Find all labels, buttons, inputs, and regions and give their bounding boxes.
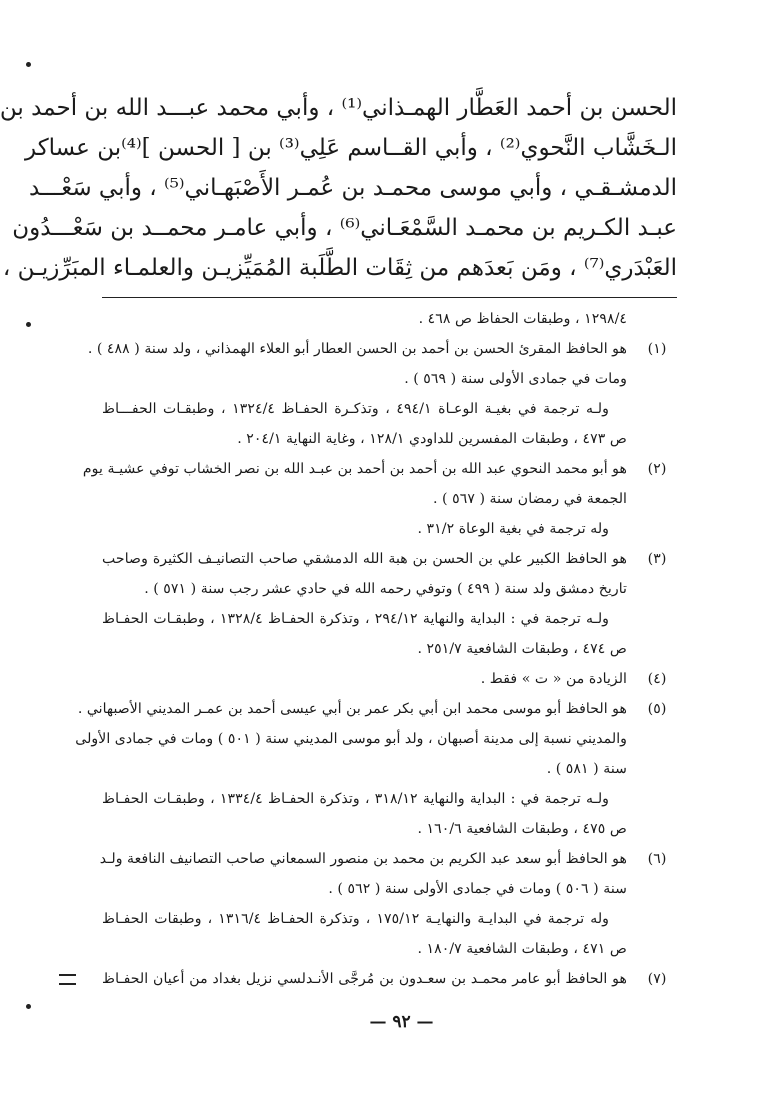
- footnote-line: هو الحافظ أبو سعد عبد الكريم بن محمد بن منصور السمعاني صاحب التصانيف النافعة ولـد: [99, 851, 627, 867]
- footnote-number: (١): [647, 341, 667, 357]
- footnote-number: (٢): [647, 461, 667, 477]
- footnotes: [75, 304, 677, 994]
- main-text-line: عبـد الكـريم بن محمـد السَّمْعَـاني⁽⁶⁾ ، وأبي عامـر محمــد بن سَعْـــدُون: [12, 215, 677, 241]
- footnote-line: هو الحافظ المقرئ الحسن بن أحمد بن الحسن العطار أبو العلاء الهمذاني ، ولد سنة ( ٤٨٨ ) .: [87, 341, 627, 357]
- footnote-line: هو الحافظ الكبير علي بن الحسن بن هبة الله الدمشقي صاحب التصانيـف الكثيرة وصاحب: [102, 551, 627, 567]
- footnote-line: هو أبو محمد النحوي عبد الله بن أحمد بن أحمد بن عبـد الله بن نصر الخشاب توفي عشيـة يوم: [82, 461, 627, 477]
- footnote-number: (٦): [647, 851, 667, 867]
- margin-mark: [26, 62, 31, 67]
- footnote-7: [102, 964, 677, 994]
- footnote-reference-line: ص ٤٧١ ، وطبقات الشافعية ١٨٠/٧ .: [417, 941, 627, 957]
- footnote-separator: [102, 297, 677, 298]
- footnote-line: والمديني نسبة إلى مدينة أصبهان ، ولد أبو موسى المديني سنة ( ٥٠١ ) ومات في جمادى الأولى: [75, 731, 627, 747]
- footnote-reference-line: وله ترجمة في البدايـة والنهايـة ١٧٥/١٢ ، وتذكرة الحفـاظ ١٣١٦/٤ ، وطبقات الحفـاظ: [102, 911, 609, 927]
- footnote-3: [102, 544, 677, 664]
- footnote-number: (٤): [647, 671, 667, 687]
- footnote-reference-line: ولـه ترجمة في : البداية والنهاية ٢٩٤/١٢ ، وتذكرة الحفـاظ ١٣٢٨/٤ ، وطبقـات الحفـاظ: [102, 611, 609, 627]
- footnote-number: (٣): [647, 551, 667, 567]
- footnote-reference-line: ولـه ترجمة في : البداية والنهاية ٣١٨/١٢ ، وتذكرة الحفـاظ ١٣٣٤/٤ ، وطبقـات الحفـاظ: [102, 791, 609, 807]
- footnote-line: هو الحافظ أبو عامر محمـد بن سعـدون بن مُرجَّى الأنـدلسي نزيل بغداد من أعيان الحفـاظ: [102, 971, 627, 987]
- main-text-line: الدمشـقـي ، وأبي موسى محمـد بن عُمـر الأَصْبَهـاني⁽⁵⁾ ، وأبي سَعْـــد: [28, 175, 677, 201]
- footnote-line: ومات في جمادى الأولى سنة ( ٥٦٩ ) .: [404, 371, 627, 387]
- footnote-1: [87, 334, 677, 454]
- footnote-line: الجمعة في رمضان سنة ( ٥٦٧ ) .: [433, 491, 627, 507]
- footnote-line: سنة ( ٥٠٦ ) ومات في جمادى الأولى سنة ( ٥٦٢ ) .: [328, 881, 627, 897]
- footnote-reference-line: وله ترجمة في بغية الوعاة ٣١/٢ .: [417, 521, 609, 537]
- margin-mark: [26, 1004, 31, 1009]
- continuation-mark: [59, 974, 76, 985]
- footnote-line: تاريخ دمشق ولد سنة ( ٤٩٩ ) وتوفي رحمه الله في حادي عشر رجب سنة ( ٥٧١ ) .: [144, 581, 627, 597]
- footnote-reference-line: ص ٤٧٤ ، وطبقات الشافعية ٢٥١/٧ .: [417, 641, 627, 657]
- footnote-number: (٥): [647, 701, 667, 717]
- footnote-line: ١٢٩٨/٤ ، وطبقات الحفاظ ص ٤٦٨ .: [418, 311, 627, 327]
- footnote-reference-line: ص ٤٧٥ ، وطبقات الشافعية ١٦٠/٦ .: [417, 821, 627, 837]
- footnote-5: [75, 694, 677, 844]
- page-number: — ٩٢ —: [369, 1012, 434, 1032]
- footnote-line: الزيادة من « ت » فقط .: [480, 671, 627, 687]
- margin-mark: [26, 322, 31, 327]
- main-text: [0, 88, 677, 288]
- footnote-4: [102, 664, 677, 694]
- footnote-reference-line: ص ٤٧٣ ، وطبقات المفسرين للداودي ١٢٨/١ ، وغاية النهاية ٢٠٤/١ .: [237, 431, 627, 447]
- footnote-line: هو الحافظ أبو موسى محمد ابن أبي بكر عمر بن أبي عيسى أحمد بن عمـر المديني الأصبهاني .: [77, 701, 627, 717]
- main-text-line: الحسن بن أحمد العَطَّار الهمـذاني⁽¹⁾ ، وأبي محمد عبـــد الله بن أحمد بن: [0, 95, 677, 121]
- main-text-line: العَبْدَري⁽⁷⁾ ، ومَن بَعدَهم من ثِقَات الطَّلَبة المُمَيِّزيـن والعلمـاء المبَرِّزيـن ،: [2, 255, 677, 281]
- footnote-continuation: [102, 304, 677, 334]
- footnote-reference-line: ولـه ترجمة في بغيـة الوعـاة ٤٩٤/١ ، وتذكـرة الحفـاظ ١٣٢٤/٤ ، وطبقـات الحفـــاظ: [102, 401, 609, 417]
- footnote-number: (٧): [647, 971, 667, 987]
- footnote-6: [99, 844, 677, 964]
- footnote-line: سنة ( ٥٨١ ) .: [546, 761, 627, 777]
- footnote-2: [82, 454, 677, 544]
- main-text-line: الـخَشَّاب النَّحوي⁽²⁾ ، وأبي القــاسم عَلِي⁽³⁾ بن [ الحسن ]⁽⁴⁾بن عساكر: [25, 135, 677, 161]
